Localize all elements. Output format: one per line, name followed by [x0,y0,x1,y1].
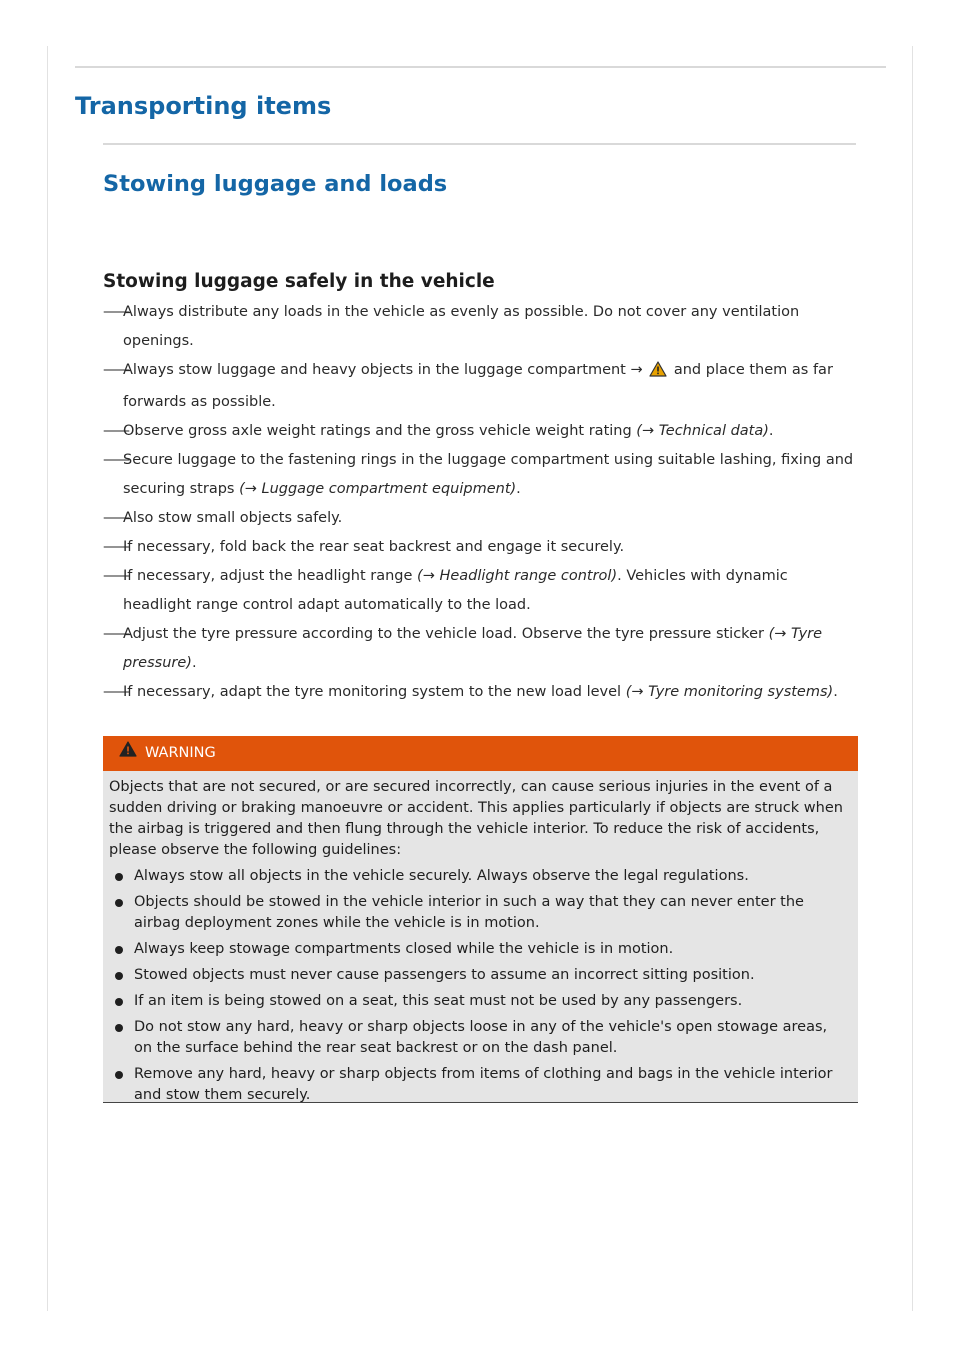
list-item [103,562,858,620]
step-text: and place them as far forwards as possible. [123,362,833,410]
step-text: Always distribute any loads in the vehicle as evenly as possible. Do not cover any ventilation openings. [123,304,800,349]
dash-marker: —— [103,304,128,320]
dash-marker: —— [103,539,128,555]
dash-marker: —— [103,362,128,378]
list-item [103,417,858,446]
warning-item-text: If an item is being stowed on a seat, this seat must not be used by any passengers. [134,993,743,1009]
step-text: If necessary, adapt the tyre monitoring system to the new load level [123,684,626,700]
list-item [103,356,858,417]
cross-reference-link[interactable]: (→ Luggage compartment equipment) [239,481,517,497]
warning-body [103,771,858,1103]
step-text: Secure luggage to the fastening rings in the luggage compartment using suitable lashing, fixing and securing straps [123,452,854,497]
warning-list-item [109,965,846,986]
warning-list-item [109,1017,846,1059]
warning-item-text: Objects should be stowed in the vehicle interior in such a way that they can never enter the airbag deployment zones while the vehicle is in motion. [134,894,804,931]
warning-list-item [109,1064,846,1106]
list-item [103,504,858,533]
section-divider [103,143,856,145]
step-text: . [768,423,774,439]
warning-item-text: Remove any hard, heavy or sharp objects from items of clothing and bags in the vehicle interior and stow them securely. [134,1066,833,1103]
warning-intro: Objects that are not secured, or are secured incorrectly, can cause serious injuries in the event of a sudden driving or braking manoeuvre or accident. This applies particularly if objects are struck when the airbag is triggered and then flung through the vehicle interior. To reduce the risk of accidents, please observe the following guidelines: [109,779,843,858]
subsection-title: Stowing luggage safely in the vehicle [103,271,495,292]
page-border-left [47,46,48,1311]
warning-item-text: Stowed objects must never cause passengers to assume an incorrect sitting position. [134,967,755,983]
dash-marker: —— [103,452,128,468]
warning-triangle-icon[interactable] [649,359,667,388]
list-item [103,678,858,707]
page-title: Transporting items [75,92,332,120]
step-text: Adjust the tyre pressure according to the vehicle load. Observe the tyre pressure sticker [123,626,769,642]
warning-item-text: Always keep stowage compartments closed while the vehicle is in motion. [134,941,674,957]
warning-box [103,736,858,1103]
bullet-dot-icon [115,873,123,881]
warning-header [103,736,858,771]
list-item [103,620,858,678]
warning-item-text: Do not stow any hard, heavy or sharp objects loose in any of the vehicle's open stowage areas, on the surface behind the rear seat backrest or on the dash panel. [134,1019,828,1056]
bullet-dot-icon [115,972,123,980]
list-item [103,533,858,562]
step-text: Observe gross axle weight ratings and the gross vehicle weight rating [123,423,637,439]
step-text: If necessary, fold back the rear seat backrest and engage it securely. [123,539,625,555]
dash-marker: —— [103,684,128,700]
instruction-list [103,298,858,707]
step-text: . [191,655,197,671]
dash-marker: —— [103,510,128,526]
step-text: . [516,481,521,497]
dash-marker: —— [103,626,128,642]
warning-list-item [109,939,846,960]
section-title: Stowing luggage and loads [103,171,448,197]
step-text: Always stow luggage and heavy objects in the luggage compartment → [123,362,643,378]
step-text: Also stow small objects safely. [123,510,343,526]
dash-marker: —— [103,568,128,584]
page-border-right [912,46,913,1311]
dash-marker: —— [103,423,128,439]
step-text: . [833,684,838,700]
top-divider [75,66,886,68]
warning-triangle-icon [119,736,137,771]
list-item [103,446,858,504]
warning-list-item [109,892,846,934]
list-item [103,298,858,356]
cross-reference-link[interactable]: (→ Tyre pressure) [123,626,823,671]
cross-reference-link[interactable]: (→ Headlight range control) [417,568,618,584]
cross-reference-link[interactable]: (→ Technical data) [636,423,769,439]
cross-reference-link[interactable]: (→ Tyre monitoring systems) [625,684,834,700]
bullet-dot-icon [115,998,123,1006]
bullet-dot-icon [115,899,123,907]
bullet-dot-icon [115,1024,123,1032]
warning-label: WARNING [145,745,216,761]
warning-list-item [109,991,846,1012]
bullet-dot-icon [115,1071,123,1079]
warning-item-text: Always stow all objects in the vehicle securely. Always observe the legal regulations. [134,868,749,884]
step-text: If necessary, adjust the headlight range [123,568,418,584]
warning-list-item [109,866,846,887]
step-text: . Vehicles with dynamic headlight range control adapt automatically to the load. [123,568,788,613]
warning-list [109,866,846,1106]
bullet-dot-icon [115,946,123,954]
